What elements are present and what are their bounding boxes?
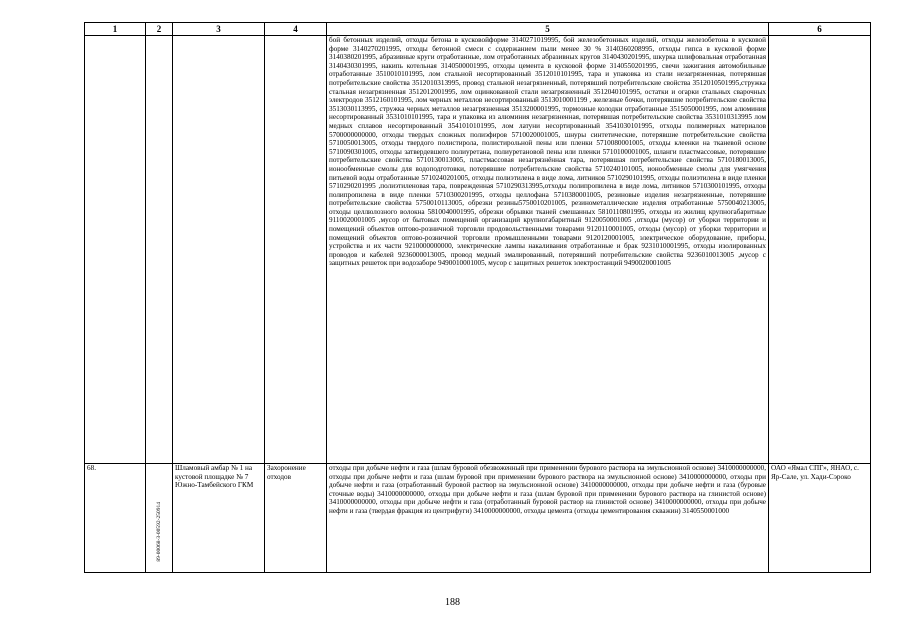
row1-operator [769, 36, 871, 464]
row1-registry-code [146, 36, 173, 464]
table-row [85, 36, 871, 464]
header-col-5: 5 [327, 23, 769, 36]
header-col-4: 4 [265, 23, 327, 36]
row2-number: 68. [85, 464, 146, 573]
page-number: 188 [445, 597, 460, 608]
header-col-6: 6 [769, 23, 871, 36]
row2-registry-code: 89-00068-З-00592-250914 [156, 502, 162, 562]
header-col-1: 1 [85, 23, 146, 36]
row1-waste-list: бой бетонных изделий, отходы бетона в кусковойформе 3140271019995, бой железобетонных изделий, отходы железобетона в кусковой форме 3140270201995, отходы бетонной смеси с содержанием пыли менее 30 % 3140360208995, отходы гипса в кусковой форме 3140380201995, абразивные круги отработанные, лом отработанных абразивных кругов 3140430201995, шкурка шлифовальная отработанная 3140430301995, накипь котельная 3140500001995, отходы цемента в кусковой форме 3140550201995, свечи зажигания автомобильные отработанные 3510010101995, лом стальной несортированный 3512010101995, тара и упаковка из стали незагрязненная, потерявшая потребительские свойства 3512010313995, провод стальной незагрязненный, потерявший потребительские свойства 3512010501995,стружка стальная незагрязненная 3512012001995, лом оцинкованной стали незагрязненный 3512040101995, остатки и огарки стальных сварочных электродов 3512160101995, лом черных металлов несортированный 3513010001199 , железные бочки, потерявшие потребительские свойства 3513030113995, стружка черных металлов незагрязненная 3513200001995, тормозные колодки отработанные 3515050001995, лом алюминия несортированный 3531010101995, тара и упаковка из алюминия незагрязненная, потерявшая потребительские свойства 3531010313995 лом медных сплавов несортированный 3541010101995, лом латуни несортированный 3541030101995, отходы полимерных материалов 5700000000000, отходы твердых сложных полиэфиров 5710020001005, шнуры синтетические, потерявшие потребительские свойства 5710050013005, отходы твердого полистирола, полистирольной пены или пленки 5710080001005, отходы клеенки на тканевой основе 5710090301005, отходы затвердевшего полиуретана, полиуретановой пены или пленки 5710100001005, шланги пластмассовые, потерявшие потребительские свойства 5710130013005, пластмассовая незагрязнённая тара, потерявшая потребительские свойства 5710180013005, ионообменные смолы для водоподготовки, потерявшие потребительские свойства 5710240101005, ионообменные смолы для умягчения питьевой воды отработанные 5710240201005, отходы полиэтилена в виде лома, литников 5710290101995, отходы полиэтилена в виде пленки 5710290201995 ,полиэтиленовая тара, поврежденная 5710290313995,отходы полипропилена в виде лома, литников 5710300101995, отходы полипропилена в виде пленки 5710300201995, отходы целлофана 5710380001005, резиновые изделия незагрязненные, потерявшие потребительские свойства 5750010113005, обрезки резины5750010201005, резинометаллические изделия отработанные 5750040213005, отходы целлюлозного волокна 5810040001995, обрезки обрывки тканей смешанных 5810110801995, отходы из жилищ крупногабаритные 9110020001005 ,мусор от бытовых помещений организаций крупногабаритный 9120050001005 ,отходы (мусор) от уборки территории и помещений объектов оптово-розничной торговли продовольственными товарами 9120110001005, отходы (мусор) от уборки территории и помещений объектов оптово-розничной торговли промышленными товарами 9120120001005, электрическое оборудование, приборы, устройства и их части 9210000000000, электрические лампы накаливания отработанные и брак 9231010001995, отходы изолированных проводов и кабелей 9236000013005, провод медный эмалированный, потерявший потребительские свойства 9236010013005 ,мусор с защитных решеток при водозаборе 9490010001005, мусор с защитных решеток электростанций 9490020001005 [327, 36, 769, 464]
header-col-3: 3 [173, 23, 265, 36]
row1-number [85, 36, 146, 464]
header-col-2: 2 [146, 23, 173, 36]
row1-purpose [265, 36, 327, 464]
row2-object-name: Шламовый амбар № 1 на кустовой площадке № 7 Южно-Тамбейского ГКМ [173, 464, 265, 573]
table-row [85, 464, 871, 573]
waste-register-table [84, 22, 871, 573]
row2-purpose: Захоронение отходов [265, 464, 327, 573]
row2-waste-list: отходы при добыче нефти и газа (шлам буровой обезвоженный при применении бурового раствора на эмульсионной основе) 3410000000000, отходы при добыче нефти и газа (шлам буровой при применении бурового раствора на эмульсионной основе) 3410000000000, отходы при добыче нефти и газа (отработанный буровой раствор на эмульсионной основе) 3410000000000, отходы при добыче нефти и газа (буровые сточные воды) 3410000000000, отходы при добыче нефти и газа (шлам буровой при применении бурового раствора на глинистой основе) 3410000000000, отходы при добыче нефти и газа (отработанный буровой раствор на глинистой основе) 3410000000000, отходы при добыче нефти и газа (твердая фракция из центрифуги) 3410000000000, отходы цемента (отходы цементирования скважин) 3140550001000 [327, 464, 769, 573]
row1-object-name [173, 36, 265, 464]
row2-operator: ОАО «Ямал СПГ», ЯНАО, с. Яр-Сале, ул. Хади-Сэроко [769, 464, 871, 573]
row2-registry-cell [146, 464, 173, 573]
header-row [85, 23, 871, 36]
